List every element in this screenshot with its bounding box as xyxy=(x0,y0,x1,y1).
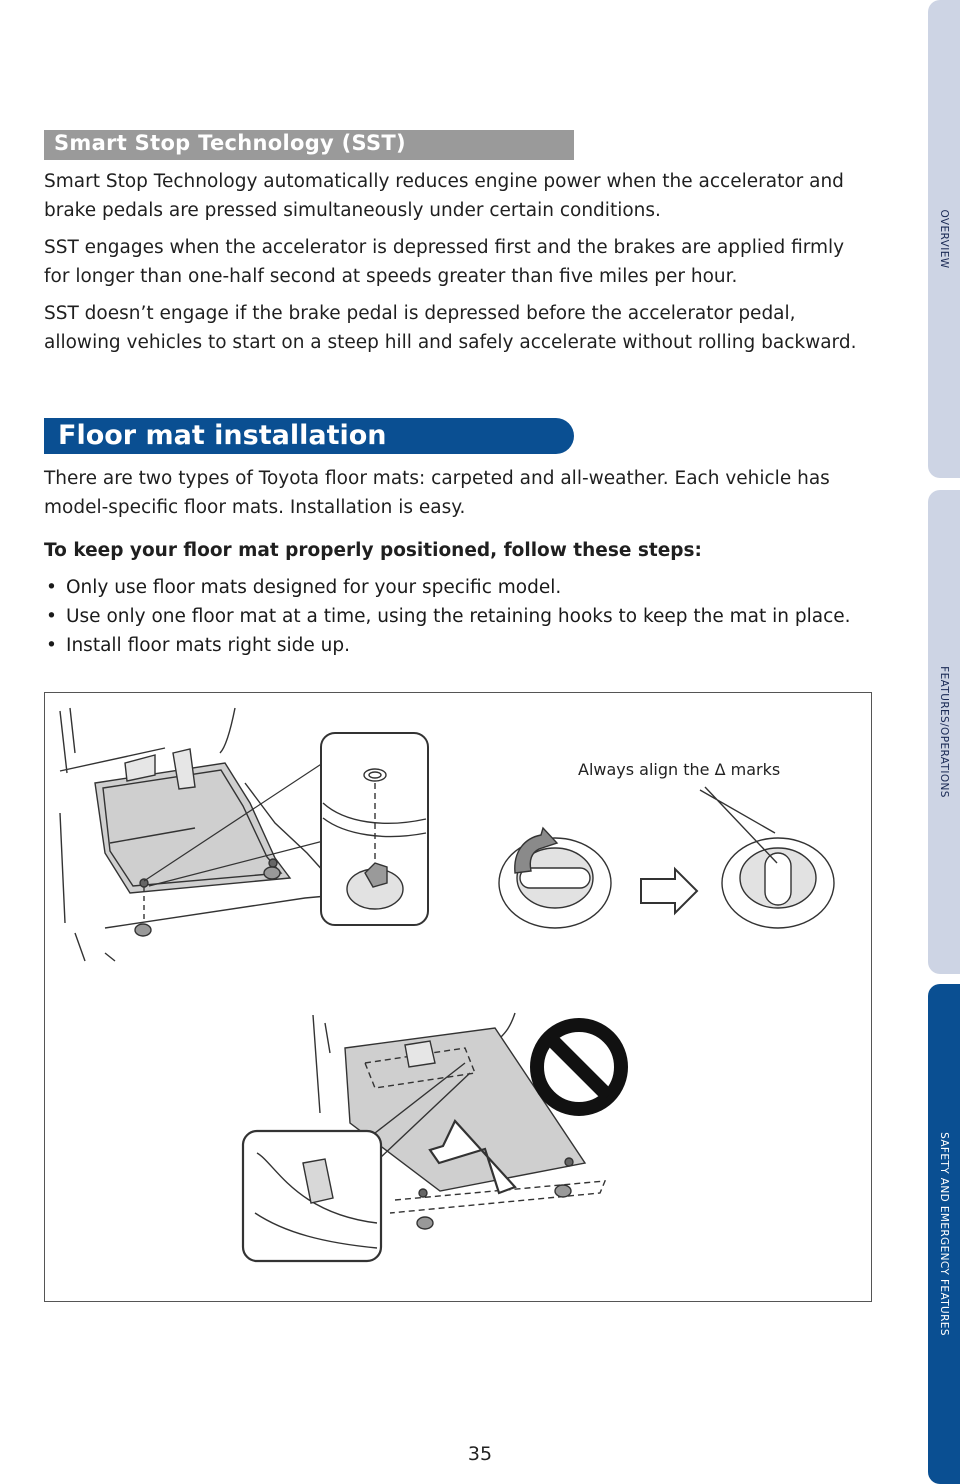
sst-section-heading: Smart Stop Technology (SST) xyxy=(54,131,406,155)
floor-mat-steps-list xyxy=(44,573,864,660)
sst-paragraph-2: SST engages when the accelerator is depressed first and the brakes are applied firmly for longer than one-half second at speeds greater than five miles per hour. xyxy=(44,237,845,287)
floor-mat-intro: There are two types of Toyota floor mats: carpeted and all-weather. Each vehicle has model-specific floor mats. Installation is easy. xyxy=(44,468,830,518)
tab-overview[interactable] xyxy=(928,0,960,478)
align-marks-callout: Always align the Δ marks xyxy=(578,760,781,779)
sst-section-heading-bar xyxy=(44,130,574,160)
sst-paragraph-3: SST doesn’t engage if the brake pedal is depressed before the accelerator pedal, allowing vehicles to start on a steep hill and safely accelerate without rolling backward. xyxy=(44,303,857,353)
floor-mat-hooks-drawing xyxy=(60,708,428,961)
floor-mat-steps-heading: To keep your floor mat properly positioned, follow these steps: xyxy=(44,540,702,561)
floor-mat-heading-bar xyxy=(44,418,574,454)
incorrect-mat-drawing xyxy=(243,1013,605,1261)
illustration-drawing xyxy=(45,693,871,1301)
tab-safety-label: SAFETY AND EMERGENCY FEATURES xyxy=(938,1132,950,1336)
anchor-rotation-drawing xyxy=(499,787,834,928)
page-number: 35 xyxy=(467,1443,493,1465)
tab-features-label: FEATURES/OPERATIONS xyxy=(938,666,950,798)
sst-paragraph-1: Smart Stop Technology automatically reduces engine power when the accelerator and brake pedals are pressed simultaneously under certain conditions. xyxy=(44,171,844,221)
prohibited-sign-icon xyxy=(537,1025,621,1109)
list-item: • Use only one floor mat at a time, using the retaining hooks to keep the mat in place. xyxy=(44,602,864,631)
tab-features-operations[interactable] xyxy=(928,490,960,974)
floor-mat-illustration xyxy=(44,692,872,1302)
tab-overview-label: OVERVIEW xyxy=(938,209,950,269)
floor-mat-heading: Floor mat installation xyxy=(58,420,387,451)
list-item: • Only use floor mats designed for your specific model. xyxy=(44,573,864,602)
tab-safety-emergency[interactable] xyxy=(928,984,960,1484)
list-item: • Install floor mats right side up. xyxy=(44,631,864,660)
